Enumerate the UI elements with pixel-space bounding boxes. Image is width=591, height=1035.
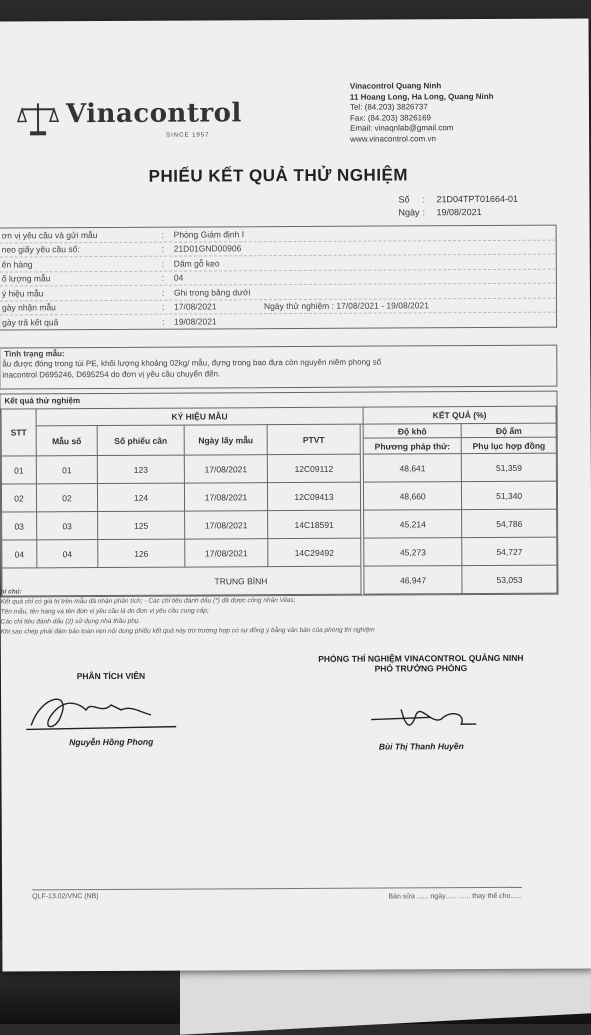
company-line: www.vinacontrol.com.vn [350, 133, 494, 144]
col-doam: Độ ẩm [461, 423, 556, 437]
cell-kho: 48,641 [363, 454, 461, 483]
sample-text: ẫu được đóng trong túi PE, khối lượng khoảng 02kg/ mẫu, đựng trong bao đựa còn nguyên niêm phong số [0, 357, 556, 370]
table-row [2, 509, 557, 540]
cell-ngay: 17/08/2021 [185, 539, 268, 567]
average-label: TRUNG BÌNH [2, 566, 361, 596]
note-line: Kết quả chỉ có giá trị trên mẫu đã nhận phân tích; - Các chỉ tiêu đánh dấu (*) đã được công nhận Vilas; [1, 595, 531, 608]
col-dokho: Độ khô [363, 424, 461, 439]
company-logo [16, 98, 226, 145]
table-row [2, 537, 557, 568]
note-line: Các chỉ tiêu đánh dấu (2) sử dụng nhà thầu phụ. [1, 615, 531, 628]
cell-ptvt: 12C09112 [267, 454, 360, 482]
info-key: ên hàng [0, 258, 162, 269]
col-mauso: Mẫu số [36, 426, 97, 456]
method-label: Phương pháp thử: [363, 438, 461, 455]
notes [0, 585, 530, 638]
cell-ptvt: 14C18591 [268, 510, 361, 538]
col-sophieu: Số phiếu cân [97, 425, 184, 455]
company-line: Vinacontrol Quang Ninh [350, 81, 494, 92]
analyst-name: Nguyễn Hồng Phong [41, 737, 181, 748]
number-label: Số [398, 193, 422, 206]
logo-since: SINCE 1957 [166, 132, 209, 138]
results-heading: Kết quả thử nghiệm [0, 392, 556, 409]
cell-stt: 01 [1, 456, 36, 484]
results-table [1, 406, 558, 597]
company-address [350, 81, 494, 145]
group-kyhieu: KÝ HIỆU MẪU [36, 407, 363, 426]
company-line: Fax: (84.203) 3826169 [350, 112, 494, 123]
info-key: neo giấy yêu cầu số: [0, 244, 162, 255]
form-code: QLF-13.02/VNC (NB) [32, 893, 99, 900]
analyst-signature [21, 685, 181, 736]
info-value: Ghi trong bảng dưới [174, 285, 556, 297]
info-value: 17/08/2021 [174, 301, 264, 311]
cell-stt: 03 [2, 512, 37, 540]
table-row [1, 453, 556, 484]
test-date: Ngày thử nghiệm : 17/08/2021 - 19/08/2021 [264, 301, 429, 312]
cell-mau: 03 [37, 512, 98, 540]
sample-text: inacontrol D695246, D695254 do đơn vị yêu cầu chuyển đến. [0, 367, 556, 380]
info-value: Phòng Giám định I [174, 227, 556, 239]
average-am: 53,053 [462, 565, 557, 593]
info-key: ố lượng mẫu [0, 273, 162, 284]
cell-am: 54,786 [462, 509, 557, 537]
company-line: Email: vinaqnlab@gmail.com [350, 123, 494, 134]
page-footer [32, 887, 522, 901]
note-line: Tên mẫu, tên hàng và tên đơn vị yêu cầu là do đơn vị yêu cầu cung cấp; [1, 605, 531, 618]
sample-condition [0, 345, 557, 390]
cell-stt: 02 [1, 484, 36, 512]
number-value: 21D04TPT01664-01 [436, 193, 518, 206]
cell-phieu: 123 [97, 455, 184, 483]
document-meta: Số : 21D04TPT01664-01 Ngày : 19/08/2021 [398, 193, 518, 220]
info-value: 21D01GND00906 [174, 242, 556, 254]
info-value: Dăm gỗ keo [174, 256, 556, 268]
info-value: 19/08/2021 [174, 314, 556, 326]
cell-ngay: 17/08/2021 [184, 455, 267, 483]
cell-phieu: 126 [98, 539, 185, 567]
info-value: 04 [174, 271, 556, 283]
cell-ngay: 17/08/2021 [185, 511, 268, 539]
cell-ngay: 17/08/2021 [184, 483, 267, 511]
average-kho: 46,947 [364, 566, 462, 595]
cell-ptvt: 14C29492 [268, 538, 361, 566]
approver-signature [351, 689, 491, 740]
info-key: ơn vị yêu cầu và gửi mẫu [0, 229, 162, 240]
cell-phieu: 124 [97, 483, 184, 511]
cell-mau: 04 [37, 540, 98, 568]
cell-kho: 45,214 [364, 510, 462, 539]
scale-logo-icon [16, 99, 60, 139]
col-ngaylay: Ngày lấy mẫu [184, 425, 267, 455]
note-line: Khi sao chép phải đảm bảo toàn vẹn nội dung phiếu kết quả này trừ trường hợp có sự đồng ý bằng văn bản của phòng thí nghiệm [1, 625, 531, 638]
cell-am: 54,727 [462, 537, 557, 565]
request-info-table: ơn vị yêu cầu và gửi mẫu : Phòng Giám định I neo giấy yêu cầu số: : 21D01GND00906 ên hàng : Dăm gỗ keo ố lượng mẫu : 04 ý hiệu mẫu : Ghi trong bảng dưới gày nhận mẫu : 17/08/2021 Ngày thử nghiệm : 17/08/2021 - 19/08/2021 gày trả kết quả : 19/08/2021 [0, 225, 557, 330]
info-key: gày nhận mẫu [0, 302, 162, 313]
results-section [0, 391, 559, 598]
sample-heading: Tình trạng mẫu: [0, 346, 556, 360]
col-ptvt: PTVT [267, 424, 360, 454]
document-page [0, 18, 591, 971]
approver-title: PHÓ TRƯỞNG PHÒNG [291, 663, 551, 674]
info-key: ý hiệu mẫu [0, 287, 162, 298]
table-row [1, 481, 556, 512]
cell-am: 51,340 [462, 481, 557, 509]
lab-title: PHÒNG THÍ NGHIỆM VINACONTROL QUẢNG NINH [291, 653, 551, 664]
date-value: 19/08/2021 [436, 206, 481, 219]
analyst-title: PHÂN TÍCH VIÊN [41, 671, 181, 682]
cell-stt: 04 [2, 540, 37, 568]
cell-mau: 01 [36, 456, 97, 484]
cell-phieu: 125 [98, 511, 185, 539]
company-line: Tel: (84.203) 3826737 [350, 102, 494, 113]
document-title: PHIẾU KẾT QUẢ THỬ NGHIỆM [128, 165, 428, 187]
cell-ptvt: 12C09413 [267, 482, 360, 510]
notes-heading: hi chú: [0, 585, 530, 598]
col-stt: STT [1, 409, 36, 456]
cell-mau: 02 [36, 484, 97, 512]
revision-note: Bản sửa ...... ngày...... ...... thay thế cho...... [388, 893, 522, 901]
analyst-signature-block [41, 671, 181, 748]
approver-name: Bùi Thị Thanh Huyền [291, 741, 551, 752]
date-label: Ngày [398, 206, 422, 219]
approver-signature-block [291, 653, 552, 752]
company-line: 11 Hoang Long, Ha Long, Quang Ninh [350, 91, 494, 102]
group-ketqua: KẾT QUẢ (%) [363, 406, 556, 424]
info-key: gày trả kết quả [0, 316, 162, 327]
cell-am: 51,359 [462, 453, 557, 481]
cell-kho: 48,660 [363, 482, 461, 511]
logo-wordmark: Vinacontrol [66, 98, 242, 129]
cell-kho: 45,273 [364, 538, 462, 567]
method-value: Phụ lục hợp đồng [461, 437, 556, 453]
